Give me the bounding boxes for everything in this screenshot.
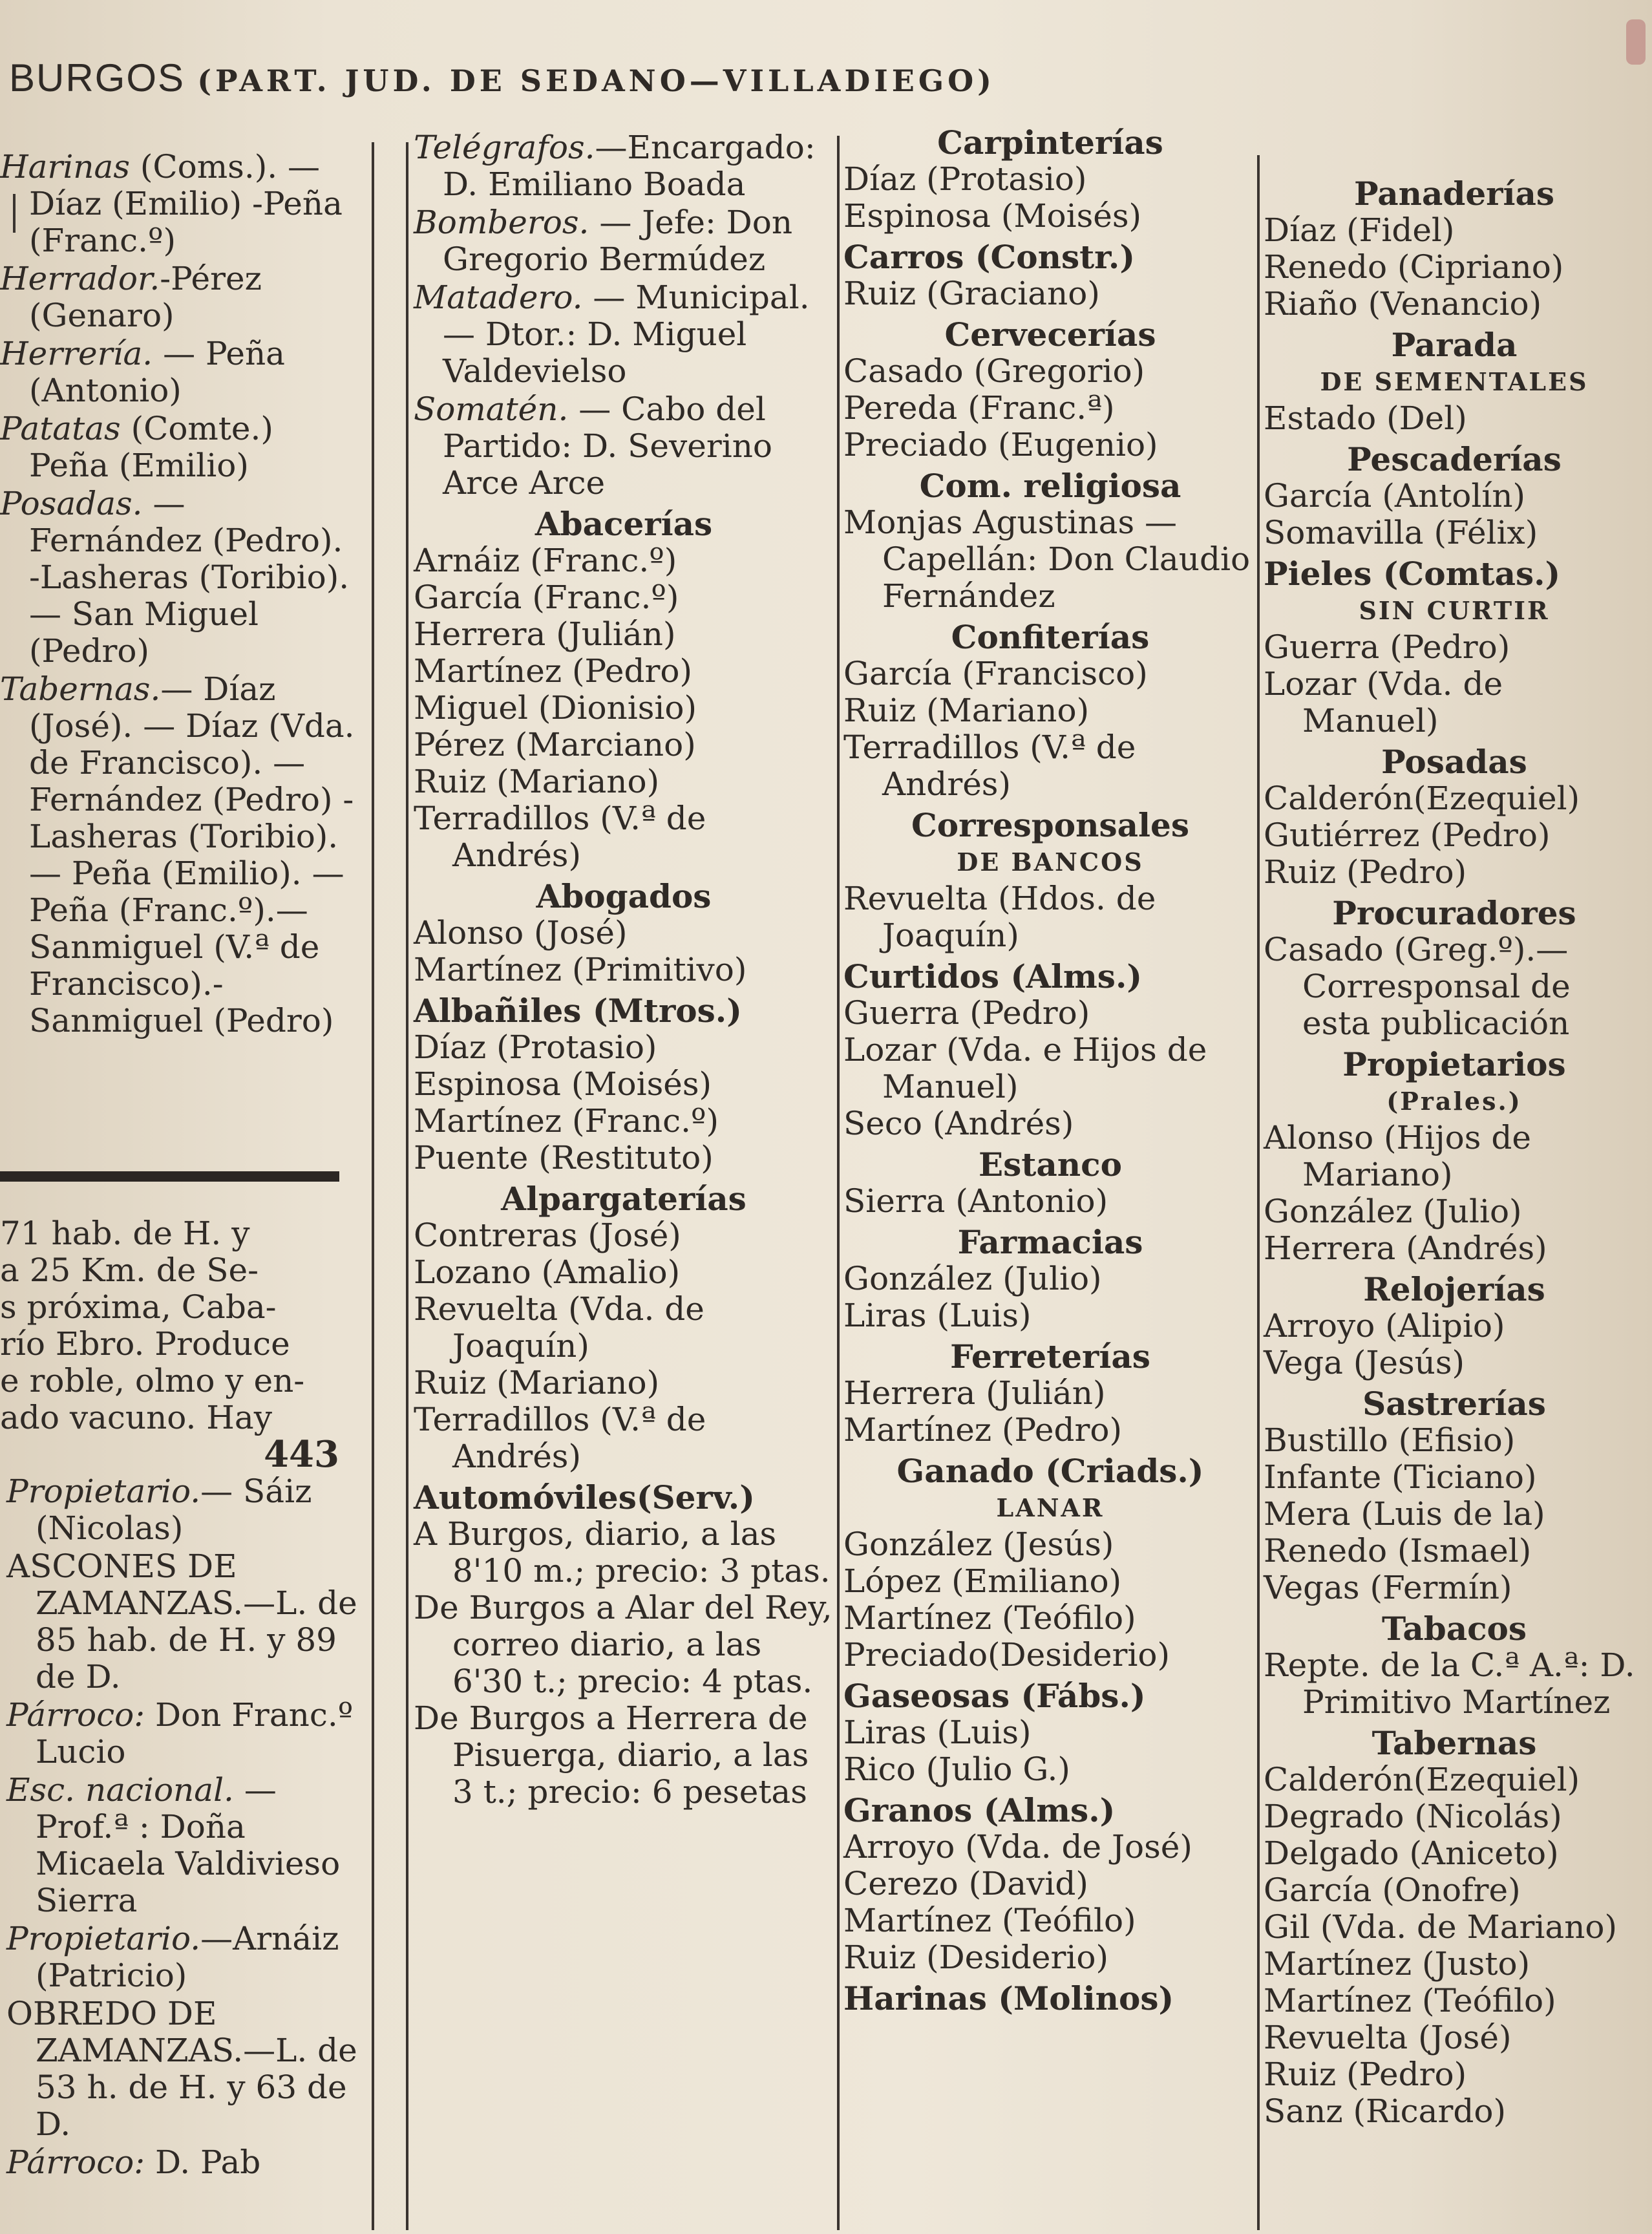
list-item: Espinosa (Moisés) [414,1065,712,1103]
entry-key: Párroco: [6,1696,145,1734]
list-item: Alonso (José) [414,914,628,952]
text-line: e roble, olmo y en- [0,1363,305,1399]
list-item: Renedo (Ismael) [1264,1532,1532,1569]
entry-text: (Comte.) Peña (Emilio) [29,410,273,484]
section-heading: Panaderías [1353,175,1555,213]
list-item: Lozano (Amalio) [414,1253,681,1291]
list-item: Renedo (Cipriano) [1264,248,1564,286]
entry-text: Don Franc.º Lucio [36,1696,354,1771]
entry-key: Herrador. [0,260,160,297]
section-heading: Harinas (Molinos) [843,1979,1174,2017]
directory-section [843,239,1257,312]
list-item: Puente (Restituto) [414,1139,714,1176]
list-item: Revuelta (Vda. de Joaquín) [414,1290,704,1365]
entry-text: -Pérez (Genaro) [29,260,262,334]
directory-entry [0,335,362,409]
list-item: Herrera (Julián) [843,1374,1106,1412]
list-item: Liras (Luis) [843,1297,1032,1334]
entry-text: ASCONES DE ZAMANZAS.—L. de 85 hab. de H. y 89 de D. [6,1548,357,1696]
list-item: López (Emiliano) [843,1562,1122,1600]
text-line: a 25 Km. de Se- [0,1252,259,1289]
list-item: Martínez (Pedro) [843,1411,1123,1449]
directory-entry [6,1548,362,1696]
entry-text: — Peña (Antonio) [29,335,285,409]
list-item: Calderón(Ezequiel) [1264,780,1580,817]
list-item: Ruiz (Mariano) [414,763,660,800]
directory-section [843,124,1257,235]
section-heading: Tabernas [1371,1724,1537,1762]
list-item: Revuelta (José) [1264,2019,1512,2056]
list-item: Calderón(Ezequiel) [1264,1761,1580,1798]
list-item: García (Francisco) [843,655,1148,692]
entry-key: Herrería. [0,335,153,372]
list-item: Rico (Julio G.) [843,1750,1070,1788]
list-item: Infante (Ticiano) [1264,1458,1537,1496]
column-rule-2b [406,142,408,2230]
section-heading: Farmacias [957,1223,1143,1261]
column-3 [843,120,1257,2017]
entry-text: — Cabo del Partido: D. Severino Arce Arce [443,390,773,502]
section-heading: Ferreterías [950,1337,1150,1376]
list-item: Liras (Luis) [843,1714,1032,1751]
list-item: Martínez (Franc.º) [414,1102,719,1140]
directory-entry [414,204,834,278]
entry-key: Tabernas. [0,670,161,708]
list-item: Gutiérrez (Pedro) [1264,816,1551,854]
list-item: Sierra (Antonio) [843,1182,1108,1220]
list-item: Ruiz (Mariano) [414,1364,660,1401]
section-subheading: DE SEMENTALES [1320,367,1589,396]
directory-section [414,1180,834,1475]
directory-entry [0,261,362,334]
list-item: Ruiz (Pedro) [1264,853,1467,891]
list-item: Contreras (José) [414,1217,681,1254]
list-item: Mera (Luis de la) [1264,1495,1545,1533]
province-name: BURGOS [9,56,185,100]
directory-section [1264,555,1645,739]
list-item: Casado (Greg.º).— Corresponsal de esta publicación [1264,931,1571,1042]
list-item: Estado (Del) [1264,399,1467,437]
section-heading: Cervecerías [944,315,1156,354]
list-item: Gil (Vda. de Mariano) [1264,1908,1618,1946]
list-item: A Burgos, diario, a las 8'10 m.; precio: 3 ptas. [414,1515,831,1590]
entry-key: Párroco: [6,2144,145,2181]
section-divider [0,1171,339,1182]
entry-text: — Díaz (José). — Díaz (Vda. de Francisco). — Fernández (Pedro) -Lasheras (Toribio). — Peña (Emilio). — Peña (Franc.º).— Sanmiguel (V.ª de Francisco).- Sanmiguel (Pedro) [29,670,355,1039]
directory-section [1264,441,1645,551]
list-item: Pereda (Franc.ª) [843,389,1115,427]
section-heading: Gaseosas (Fábs.) [843,1677,1146,1715]
section-heading: Sastrerías [1362,1385,1546,1423]
list-item: Terradillos (V.ª de Andrés) [843,729,1136,803]
section-heading: Pieles (Comtas.) [1264,555,1561,593]
list-item: Casado (Gregorio) [843,352,1145,390]
column-1-lower [0,1215,362,2182]
entry-key: Patatas [0,410,121,447]
list-item: Alonso (Hijos de Mariano) [1264,1119,1531,1193]
list-item: Ruiz (Graciano) [843,275,1100,312]
section-heading: Automóviles(Serv.) [414,1478,755,1516]
list-item: Miguel (Dionisio) [414,689,697,727]
list-item: Lozar (Vda. e Hijos de Manuel) [843,1031,1207,1105]
directory-section [1264,326,1645,437]
entry-text: —Arnáiz (Patricio) [36,1920,339,1994]
list-item: Preciado(Desiderio) [843,1636,1170,1674]
directory-entry [414,391,834,502]
entry-text: —Encargado: D. Emiliano Boada [443,129,816,203]
list-item: Martínez (Justo) [1264,1945,1530,1983]
column-4 [1264,171,1645,2130]
directory-entry [0,410,362,484]
list-item: Revuelta (Hdos. de Joaquín) [843,880,1156,954]
list-item: Herrera (Julián) [414,615,676,653]
entry-text: — Fernández (Pedro). -Lasheras (Toribio). — San Miguel (Pedro) [29,485,350,670]
list-item: Díaz (Fidel) [1264,211,1455,249]
list-item: Guerra (Pedro) [1264,628,1510,666]
directory-section [1264,1385,1645,1606]
list-item: Monjas Agustinas —Capellán: Don Claudio Fernández [843,504,1251,615]
directory-entry [414,129,834,203]
text-line: s próxima, Caba- [0,1289,277,1326]
list-item: Arroyo (Vda. de José) [843,1828,1192,1866]
entry-text: — Prof.ª : Doña Micaela Valdivieso Sierra [36,1771,341,1919]
section-heading: Parada [1391,326,1518,364]
directory-section [414,1479,834,1811]
section-heading: Abogados [536,877,712,915]
section-subheading: LANAR [996,1493,1105,1522]
directory-entry [0,485,362,670]
column-rule-2 [372,142,374,2230]
entry-text: D. Pab [145,2144,261,2181]
list-item: Terradillos (V.ª de Andrés) [414,1401,706,1475]
list-item: Ruiz (Pedro) [1264,2056,1467,2093]
directory-section [414,878,834,988]
list-item: Preciado (Eugenio) [843,426,1158,463]
directory-entry [6,1473,362,1547]
directory-entry [0,671,362,1039]
section-heading: Confiterías [951,618,1150,656]
column-rule-4 [1257,155,1260,2230]
entry-text: — Sáiz (Nicolas) [36,1473,312,1547]
column-1 [0,149,362,1041]
text-line: río Ebro. Produce [0,1326,290,1363]
list-item: Riaño (Venancio) [1264,285,1542,323]
page-edge-mark [1626,19,1646,65]
list-item: Lozar (Vda. de Manuel) [1264,665,1503,739]
entry-key: Esc. nacional. [6,1771,234,1809]
directory-section [843,619,1257,803]
directory-entry [6,1920,362,1994]
entry-text: (Coms.). —Díaz (Emilio) -Peña (Franc.º) [29,148,343,259]
directory-section [843,1792,1257,1976]
column-rule-3 [837,136,840,2230]
section-heading: Alpargaterías [501,1180,747,1218]
list-item: Sanz (Ricardo) [1264,2092,1506,2130]
column-2 [414,129,834,1811]
list-item: Guerra (Pedro) [843,994,1090,1032]
entry-text: OBREDO DE ZAMANZAS.—L. de 53 h. de H. y 63 de D. [6,1995,357,2143]
list-item: García (Antolín) [1264,477,1526,515]
directory-entry [6,2144,362,2181]
list-item: Terradillos (V.ª de Andrés) [414,800,706,874]
list-item: Delgado (Aniceto) [1264,1835,1559,1872]
section-heading: Tabacos [1381,1610,1527,1648]
section-heading: Pescaderías [1347,440,1562,478]
section-heading: Abacerías [535,505,713,543]
section-heading: Estanco [979,1145,1122,1184]
directory-section [843,958,1257,1142]
section-heading: Relojerías [1363,1270,1545,1308]
list-item: González (Jesús) [843,1526,1114,1563]
section-heading: Com. religiosa [919,467,1181,505]
list-item: Martínez (Pedro) [414,652,693,690]
section-heading: Corresponsales [911,806,1189,844]
directory-section [843,1677,1257,1788]
list-item: De Burgos a Alar del Rey, correo diario, a las 6'30 t.; precio: 4 ptas. [414,1589,832,1700]
entry-key: Harinas [0,148,130,186]
directory-section [414,505,834,874]
list-item: Martínez (Teófilo) [843,1599,1136,1637]
list-item: Ruiz (Mariano) [843,692,1090,729]
directory-entry [0,149,362,259]
text-line: ado vacuno. Hay [0,1399,272,1436]
directory-section [1264,1610,1645,1721]
section-subheading: DE BANCOS [957,847,1144,877]
list-item: Herrera (Andrés) [1264,1229,1547,1267]
directory-section [843,1338,1257,1449]
list-item: Espinosa (Moisés) [843,197,1142,235]
list-item: Martínez (Teófilo) [843,1902,1136,1939]
entry-text: — Municipal. — Dtor.: D. Miguel Valdevielso [443,279,810,390]
directory-section [843,1980,1257,2017]
list-item: Arnáiz (Franc.º) [414,542,677,579]
directory-entry [6,1772,362,1919]
directory-entry [6,1697,362,1771]
directory-section [1264,1725,1645,2130]
section-heading: Carros (Constr.) [843,238,1136,276]
judicial-district: (PART. JUD. DE SEDANO—VILLADIEGO) [197,63,995,98]
entry-key: Propietario. [6,1473,201,1510]
directory-section [843,467,1257,615]
directory-section [843,316,1257,463]
list-item: Vega (Jesús) [1264,1344,1465,1381]
entry-key: Somatén. [414,390,569,428]
list-item: Arroyo (Alipio) [1264,1307,1505,1345]
list-item: Cerezo (David) [843,1865,1088,1902]
list-item: Pérez (Marciano) [414,726,696,763]
list-item: Díaz (Protasio) [843,160,1087,198]
section-heading: Carpinterías [937,123,1163,162]
page-number: 443 [264,1433,339,1476]
section-heading: Procuradores [1332,894,1576,932]
entry-key: Telégrafos. [414,129,595,166]
list-item: Vegas (Fermín) [1264,1569,1512,1606]
directory-section [843,807,1257,954]
directory-section [843,1452,1257,1674]
section-heading: Propietarios [1342,1045,1566,1083]
directory-section [843,1224,1257,1334]
list-item: Repte. de la C.ª A.ª: D. Primitivo Martínez [1264,1646,1635,1721]
list-item: González (Julio) [1264,1193,1522,1230]
list-item: Martínez (Teófilo) [1264,1982,1556,2019]
section-heading: Curtidos (Alms.) [843,957,1143,995]
directory-section [414,992,834,1176]
list-item: García (Onofre) [1264,1871,1521,1909]
list-item: González (Julio) [843,1260,1102,1297]
list-item: Díaz (Protasio) [414,1028,657,1066]
list-item: Somavilla (Félix) [1264,514,1538,551]
directory-section [1264,1046,1645,1267]
list-item: García (Franc.º) [414,579,679,616]
entry-key: Matadero. [414,279,583,316]
directory-section [843,1146,1257,1220]
section-heading: Ganado (Criads.) [896,1452,1204,1490]
directory-section [1264,895,1645,1042]
directory-section [1264,1271,1645,1381]
directory-entry [6,1995,362,2143]
list-item: Degrado (Nicolás) [1264,1798,1562,1835]
list-item: Bustillo (Efisio) [1264,1421,1516,1459]
list-item: Seco (Andrés) [843,1105,1074,1142]
section-heading: Granos (Alms.) [843,1791,1116,1829]
directory-section [1264,175,1645,323]
section-heading: Albañiles (Mtros.) [414,992,742,1030]
directory-section [1264,743,1645,891]
entry-key: Propietario. [6,1920,201,1957]
entry-key: Bomberos. [414,204,589,241]
text-line: 71 hab. de H. y [0,1215,250,1252]
list-item: Ruiz (Desiderio) [843,1939,1109,1976]
section-subheading: SIN CURTIR [1359,596,1550,625]
section-subheading: (Prales.) [1386,1087,1522,1116]
entry-key: Posadas. [0,485,143,522]
entry-text: — Jefe: Don Gregorio Bermúdez [443,204,793,278]
list-item: De Burgos a Herrera de Pisuerga, diario, a las 3 t.; precio: 6 pesetas [414,1699,809,1811]
directory-entry [414,279,834,390]
list-item: Martínez (Primitivo) [414,951,747,988]
section-heading: Posadas [1381,743,1527,781]
